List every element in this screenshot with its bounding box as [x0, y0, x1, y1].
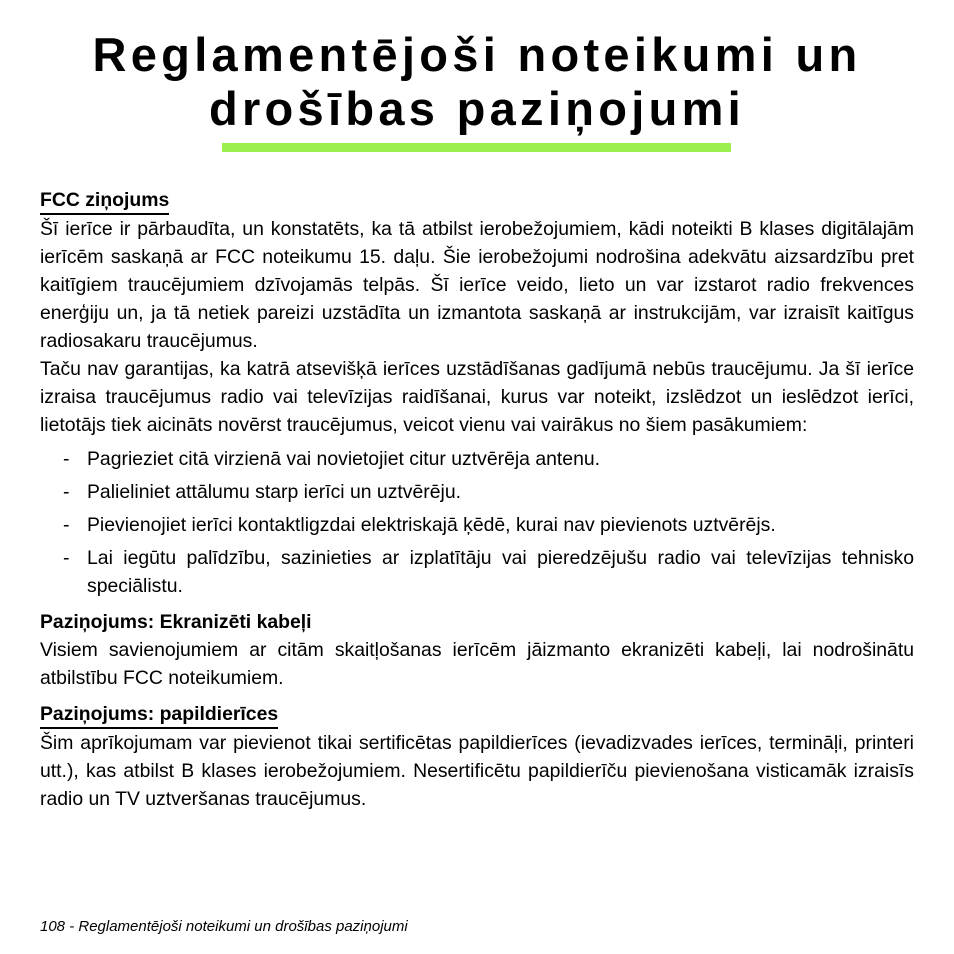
fcc-measures-list [40, 445, 914, 600]
dash-bullet: - [63, 547, 70, 569]
list-item-text: Lai iegūtu palīdzību, sazinieties ar izplatītāju vai pieredzējušu radio vai televīzijas tehnisko speciālistu. [87, 547, 914, 597]
fcc-heading: FCC ziņojums [40, 187, 169, 215]
page-title-line-2: drošības paziņojumi [208, 82, 746, 135]
peripherals-heading: Paziņojums: papildierīces [40, 701, 278, 729]
list-item-text: Palieliniet attālumu starp ierīci un uztvērēju. [87, 481, 461, 503]
page-footer: 108 - Reglamentējoši noteikumi un drošības paziņojumi [40, 918, 408, 935]
dash-bullet: - [63, 448, 70, 470]
list-item [40, 445, 914, 473]
title-accent-rule [222, 143, 731, 152]
list-item [40, 511, 914, 539]
page-title [0, 28, 954, 136]
list-item-text: Pievienojiet ierīci kontaktligzdai elektriskajā ķēdē, kurai nav pievienots uztvērējs. [87, 514, 776, 536]
page-title-line-1: Reglamentējoši noteikumi un [92, 28, 862, 81]
document-body [40, 186, 914, 813]
shielded-cables-paragraph: Visiem savienojumiem ar citām skaitļošanas ierīcēm jāizmanto ekranizēti kabeļi, lai nodrošinātu atbilstību FCC noteikumiem. [40, 639, 914, 689]
dash-bullet: - [63, 481, 70, 503]
shielded-cables-heading: Paziņojums: Ekranizēti kabeļi [40, 611, 312, 633]
fcc-paragraph-1: Šī ierīce ir pārbaudīta, un konstatēts, ka tā atbilst ierobežojumiem, kādi noteikti B klases digitālajām ierīcēm saskaņā ar FCC noteikumu 15. daļu. Šie ierobežojumi nodrošina adekvātu aizsardzību pret kaitīgiem traucējumiem dzīvojamās telpās. Šī ierīce veido, lieto un var izstarot radio frekvences enerģiju un, ja tā netiek pareizi uzstādīta un izmantota saskaņā ar instrukcijām, var izraisīt kaitīgus radiosakaru traucējumus. [40, 218, 914, 352]
list-item [40, 478, 914, 506]
fcc-paragraph-2: Taču nav garantijas, ka katrā atsevišķā ierīces uzstādīšanas gadījumā nebūs traucējumu. Ja šī ierīce izraisa traucējumus radio vai televīzijas raidīšanai, kurus var noteikt, izslēdzot un ieslēdzot ierīci, lietotājs tiek aicināts novērst traucējumus, veicot vienu vai vairākus no šiem pasākumiem: [40, 358, 914, 436]
dash-bullet: - [63, 514, 70, 536]
list-item-text: Pagrieziet citā virzienā vai novietojiet citur uztvērēja antenu. [87, 448, 601, 470]
list-item [40, 544, 914, 600]
peripherals-paragraph: Šim aprīkojumam var pievienot tikai sertificētas papildierīces (ievadizvades ierīces, termināļi, printeri utt.), kas atbilst B klases ierobežojumiem. Nesertificētu papildierīču pievienošana visticamāk izraisīs radio un TV uztveršanas traucējumus. [40, 732, 914, 810]
